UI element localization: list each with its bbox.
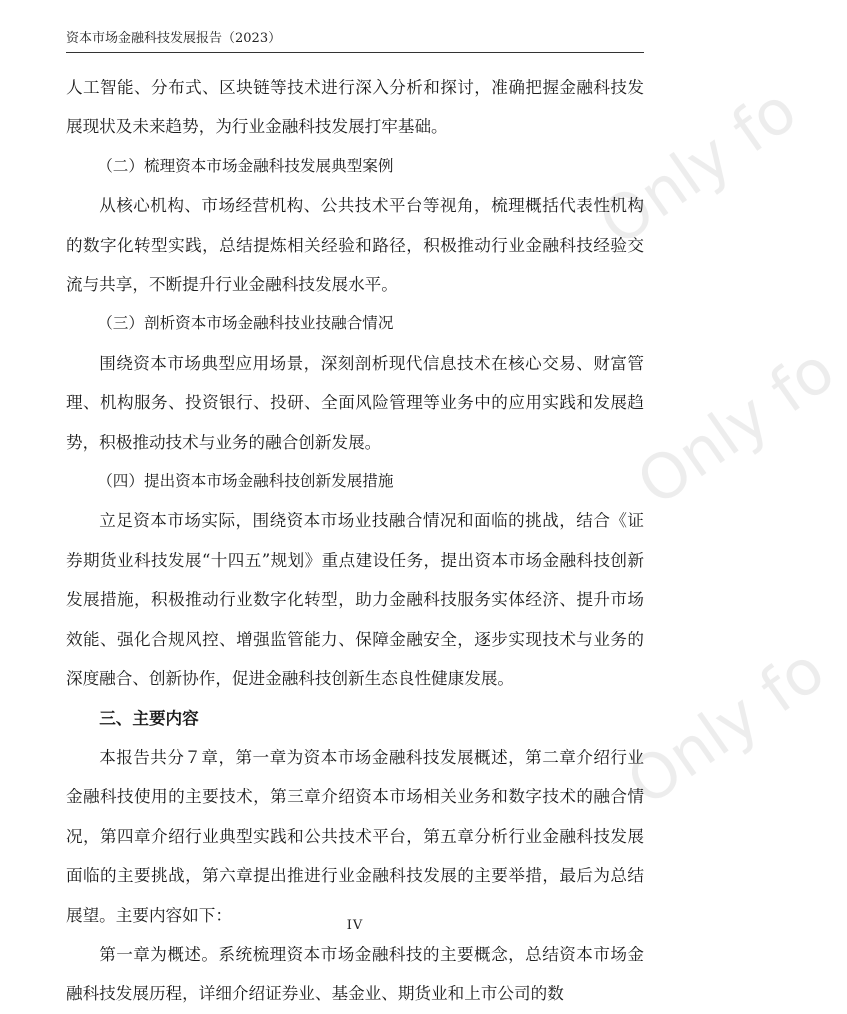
page-number: IV bbox=[346, 918, 364, 933]
running-header bbox=[66, 30, 644, 53]
section-heading-main-content: 三、主要内容 bbox=[99, 708, 199, 728]
subheading-innovation-measures: （四）提出资本市场金融科技创新发展措施 bbox=[97, 472, 394, 491]
subheading-typical-cases: （二）梳理资本市场金融科技发展典型案例 bbox=[97, 156, 394, 175]
paragraph-tech-analysis: 人工智能、分布式、区块链等技术进行深入分析和探讨，准确把握金融科技发展现状及未来趋势，为行业金融科技发展打牢基础。 bbox=[66, 78, 644, 137]
paragraph-report-structure: 本报告共分７章，第一章为资本市场金融科技发展概述，第二章介绍行业金融科技使用的主要技术，第三章介绍资本市场相关业务和数字技术的融合情况，第四章介绍行业典型实践和公共技术平台，第五章分析行业金融科技发展面临的主要挑战，第六章提出推进行业金融科技发展的主要举措，最后为总结展望。主要内容如下： bbox=[66, 747, 644, 925]
paragraph-business-tech-integration: 围绕资本市场典型应用场景，深刻剖析现代信息技术在核心交易、财富管理、机构服务、投资银行、投研、全面风险管理等业务中的应用实践和发展趋势，积极推动技术与业务的融合创新发展。 bbox=[66, 353, 644, 452]
watermark: Only fo bbox=[624, 332, 847, 520]
subheading-business-tech-integration: （三）剖析资本市场金融科技业技融合情况 bbox=[97, 314, 394, 333]
watermark: Only fo bbox=[586, 72, 810, 260]
paragraph-typical-cases: 从核心机构、市场经营机构、公共技术平台等视角，梳理概括代表性机构的数字化转型实践，总结提炼相关经验和路径，积极推动行业金融科技经验交流与共享，不断提升行业金融科技发展水平。 bbox=[66, 196, 644, 295]
header-title: 资本市场金融科技发展报告（2023） bbox=[66, 31, 282, 46]
page-body bbox=[66, 68, 644, 1014]
paragraph-innovation-measures: 立足资本市场实际，围绕资本市场业技融合情况和面临的挑战，结合《证券期货业科技发展“十四五”规划》重点建设任务，提出资本市场金融科技创新发展措施，积极推动行业数字化转型，助力金融科技服务实体经济、提升市场效能、强化合规风控、增强监管能力、保障金融安全，逐步实现技术与业务的深度融合、创新协作，促进金融科技创新生态良性健康发展。 bbox=[66, 511, 644, 689]
watermark: Only fo bbox=[614, 632, 838, 820]
paragraph-chapter-one: 第一章为概述。系统梳理资本市场金融科技的主要概念，总结资本市场金融科技发展历程，详细介绍证券业、基金业、期货业和上市公司的数 bbox=[66, 944, 644, 1004]
